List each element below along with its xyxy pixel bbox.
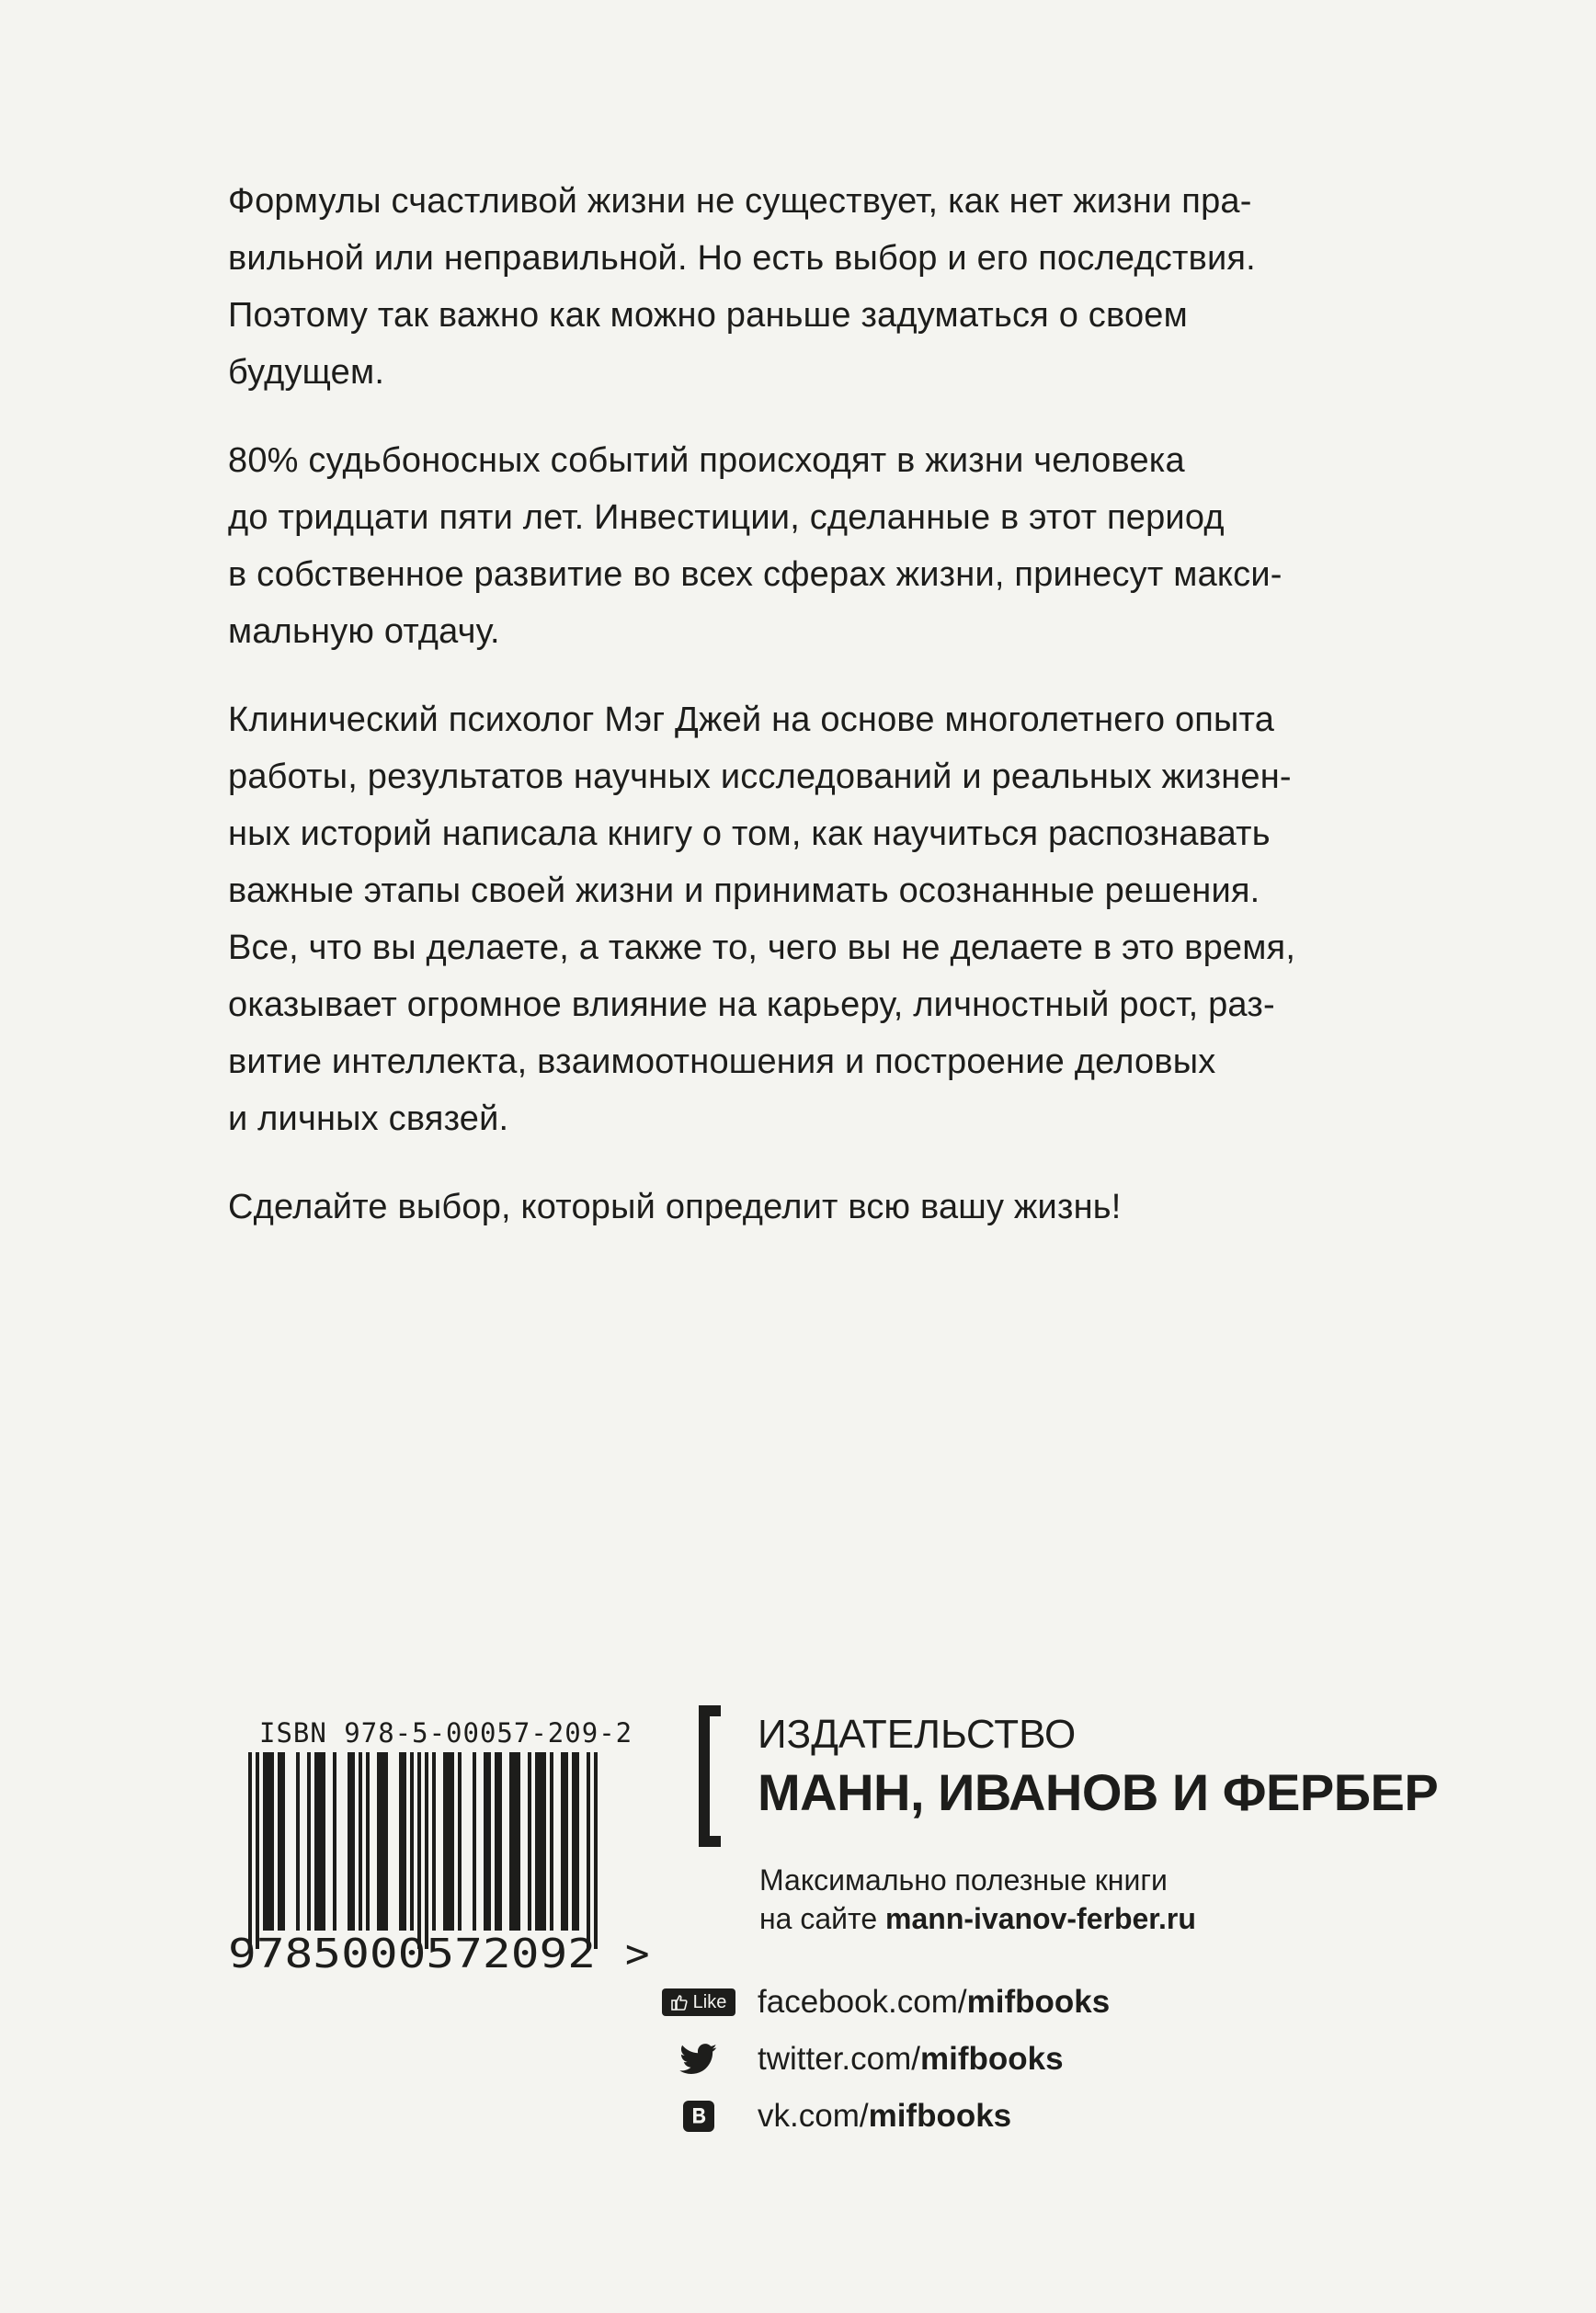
text-line: до тридцати пяти лет. Инвестиции, сделанные в этот период [228,498,1225,537]
text-line: в собственное развитие во всех сферах жизни, принесут макси- [228,555,1282,594]
barcode-bar [443,1752,447,1931]
facebook-domain: facebook.com/ [758,1984,967,2020]
description-paragraph-2 [228,432,1368,660]
barcode-bar [348,1752,351,1931]
barcode-bar [550,1752,553,1931]
vk-domain: vk.com/ [758,2098,869,2134]
description-paragraph-4 [228,1179,1368,1236]
barcode-bars [248,1752,598,1949]
barcode-bar [487,1752,491,1931]
text-line: вильной или неправильной. Но есть выбор и его последствия. [228,239,1256,278]
text-line: и личных связей. [228,1100,509,1138]
text-line: работы, результатов научных исследований и реальных жизнен- [228,758,1292,796]
barcode-bar [572,1752,576,1931]
publisher-tagline [759,1861,1196,1938]
barcode-bar [377,1752,381,1931]
twitter-handle: mifbooks [919,2041,1064,2077]
barcode-bar [484,1752,487,1931]
description-paragraph-3 [228,691,1368,1147]
text-line: мальную отдачу. [228,612,500,651]
thumbs-up-icon [671,1994,688,2011]
facebook-handle: mifbooks [966,1984,1111,2020]
social-vk[interactable] [656,2094,1011,2138]
barcode-bar [384,1752,388,1931]
barcode-bar [473,1752,476,1931]
social-facebook[interactable] [656,1980,1110,2024]
text-line: Клинический психолог Мэг Джей на основе многолетнего опыта [228,701,1275,739]
tagline-line-2 [759,1899,1196,1938]
barcode-bar [403,1752,406,1931]
barcode-quiet-zone-marker: > [625,1931,650,1977]
text-line: оказывает огромное влияние на карьеру, личностный рост, раз- [228,986,1275,1024]
text-line: Поэтому так важно как можно раньше задуматься о своем [228,296,1188,335]
barcode-bar [432,1752,436,1931]
barcode-bar [270,1752,274,1931]
barcode-bar [564,1752,568,1931]
publisher-prefix: ИЗДАТЕЛЬСТВО [758,1712,1077,1757]
text-line: витие интеллекта, взаимоотношения и построение деловых [228,1043,1216,1081]
vk-link[interactable] [758,2098,1011,2135]
barcode-bar [410,1752,414,1931]
text-line: ных историй написала книгу о том, как научиться распознавать [228,815,1271,853]
barcode-guard-bar [587,1752,590,1949]
twitter-link[interactable] [758,2041,1064,2078]
barcode-bar [296,1752,300,1931]
barcode-bar [322,1752,325,1931]
publisher-name: МАНН, ИВАНОВ И ФЕРБЕР [758,1763,1439,1821]
publisher-bracket-logo [699,1705,721,1847]
barcode-bar [366,1752,370,1931]
barcode-bar [399,1752,403,1931]
twitter-icon-box [656,2040,741,2079]
barcode-bar [351,1752,355,1931]
vk-icon [683,2101,714,2132]
barcode-bar [307,1752,311,1931]
barcode-digits: 9785000572092 [228,1931,596,1977]
barcode-bar [314,1752,318,1931]
text-line: Все, что вы делаете, а также то, чего вы не делаете в это время, [228,929,1296,967]
barcode-bar [458,1752,462,1931]
barcode-bar [318,1752,322,1931]
text-line: будущем. [228,353,385,392]
barcode-bar [561,1752,564,1931]
barcode-bar [447,1752,450,1931]
social-twitter[interactable] [656,2037,1064,2081]
barcode-bar [381,1752,384,1931]
barcode-guard-bar [425,1752,428,1949]
vk-icon-box [656,2097,741,2136]
facebook-icon-box [656,1983,741,2022]
barcode-bar [509,1752,513,1931]
barcode-bar [498,1752,502,1931]
barcode-bar [450,1752,454,1931]
barcode-bar [576,1752,579,1931]
barcode-bar [267,1752,270,1931]
barcode-bar [535,1752,539,1931]
like-badge-label: Like [692,1991,727,2012]
tagline-line-1: Максимально полезные книги [759,1863,1168,1897]
barcode-guard-bar [256,1752,259,1949]
facebook-link[interactable] [758,1984,1110,2021]
text-line: важные этапы своей жизни и принимать осознанные решения. [228,872,1260,910]
barcode-bar [263,1752,267,1931]
barcode-bar [528,1752,531,1931]
vk-handle: mifbooks [868,2098,1012,2134]
isbn-label: ISBN 978-5-00057-209-2 [259,1717,633,1749]
twitter-domain: twitter.com/ [758,2041,920,2077]
twitter-bird-icon [679,2044,718,2075]
text-line: 80% судьбоносных событий происходят в жизни человека [228,441,1185,480]
barcode-guard-bar [594,1752,598,1949]
barcode-bar [517,1752,520,1931]
barcode-bar [513,1752,517,1931]
barcode-bar [281,1752,285,1931]
website-link[interactable]: mann-ivanov-ferber.ru [885,1902,1196,1935]
barcode-bar [539,1752,542,1931]
barcode-bar [359,1752,362,1931]
barcode-bar [495,1752,498,1931]
barcode-guard-bar [248,1752,252,1949]
text-line: Формулы счастливой жизни не существует, как нет жизни пра- [228,182,1252,221]
book-description [228,173,1368,1267]
barcode-guard-bar [417,1752,421,1949]
barcode-bar [333,1752,336,1931]
text-line: Сделайте выбор, который определит всю вашу жизнь! [228,1188,1122,1226]
tagline-prefix: на сайте [759,1902,886,1935]
isbn-barcode [226,1752,650,1982]
barcode-bar [278,1752,281,1931]
facebook-like-icon [662,1988,736,2016]
description-paragraph-1 [228,173,1368,401]
barcode-bar [542,1752,546,1931]
